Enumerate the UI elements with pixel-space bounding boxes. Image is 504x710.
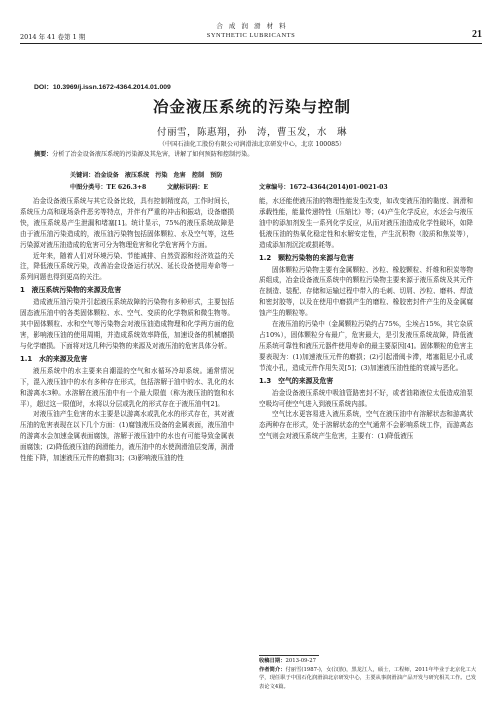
paragraph: 近年来，随着人们对环境污染、节能减排、自然资源和经济效益的关注，降低液压系统污染，改善冶金设备运行状况、延长设备使用寿命等一系列问题也得到更高的关注。 xyxy=(20,251,234,282)
author-list: 付丽雪，陈惠翔，孙 涛，曹玉发，水 琳 xyxy=(156,127,347,138)
paragraph: 造成液压油污染并引起液压系统故障的污染物有多种形式，主要包括固态液压油中的各类固体颗粒、水、空气、变质的化学物质和微生物等。其中固体颗粒、水和空气等污染物会对液压油造成物理和化学两方面的危害，影响液压油的使用周期，并造成系统效率降低，加速设备的机械磨损与化学磨损。下面将对这几种污染物的来源及对液压油的危害具体分析。 xyxy=(20,298,234,350)
page-number: 21 xyxy=(472,29,482,40)
header-rule xyxy=(20,43,482,44)
subsection-heading: 1.2 颗粒污染物的来源与危害 xyxy=(259,253,354,262)
paragraph: 固体颗粒污染物主要有金属颗粒、沙粒、橡胶颗粒、纤维和积炭等物质组成，冶金设备液压系统中的颗粒污染物主要来源于液压系统及其元件在制造、装配、存储和运输过程中带入的毛刺、切屑、沙粒、磨料、焊渣和密封胶等，以及在使用中磨损产生的磨粒、橡胶密封件产生的及金属腐蚀产生的颗粒等。 xyxy=(259,265,473,318)
right-column xyxy=(259,196,473,442)
doi: DOI：10.3969/j.issn.1672-4364.2014.01.009 xyxy=(34,84,171,91)
abstract-label: 摘要： xyxy=(34,151,53,158)
author-bio: 作者简介：付丽雪(1987-)，女(汉族)，黑龙江人，硕士，工程师，2011年毕业于北京化工大学，现任职于中国石化润滑油北京研发中心，主要从事润滑油产品开发与研究相关工作。已发表论文4篇。 xyxy=(259,666,477,690)
paragraph: 对液压油产生危害的水主要是以游离水或乳化水的形式存在，其对液压油的危害表现在以下几个方面：(1)腐蚀液压设备的金属表面，液压油中的游离水会加速金属表面腐蚀，溶解于液压油中的水也有可能导致金属表面腐蚀；(2)降低液压油的润滑能力，液压油中的水使润滑油层变薄，润滑性能下降，加速液压元件的磨损[3]；(3)影响液压油的性 xyxy=(20,410,234,463)
section-heading: 1 液压系统污染物的来源及危害 xyxy=(20,286,122,295)
paragraph: 冶金设备液压系统中吸油管路密封不好，或者油箱液位太低造成油泵空吸均可使空气进入到液压系统内部。 xyxy=(259,388,473,408)
subsection-heading: 1.1 水的来源及危害 xyxy=(20,354,88,363)
keywords-text: 冶金设备 液压系统 污染 危害 控制 预防 xyxy=(94,172,223,179)
paragraph: 冶金设备液压系统与其它设备比较，具有控制精度高，工作时间长，系统压力高和现场条件恶劣等特点，并伴有严重的冲击和振动，设备磨损快，液压系统易产生泄漏和堵塞[1]。统计显示，75%的液压系统故障是由于液压油污染造成的，液压油污染物包括固体颗粒、水及空气等，这些污染源对液压油造成的危害可分为物理危害和化学危害两个方面。 xyxy=(20,197,234,249)
issue-info: 2014 年 41 卷第 1 期 xyxy=(20,33,86,41)
document-code: 文献标识码：E xyxy=(167,184,209,191)
abstract-text: 分析了冶金设备液压系统的污染源及其危害，讲解了如何预防和控制污染。 xyxy=(52,151,254,158)
running-header xyxy=(20,30,482,42)
running-header-journal-cn: 合 成 润 滑 材 料 xyxy=(216,22,288,30)
journal-name-en: SYNTHETIC LUBRICANTS xyxy=(206,32,296,39)
keywords xyxy=(70,170,470,179)
paragraph: 空气比水更容易进入液压系统，空气在液压油中有溶解状态和游离状态两种存在形式，处于溶解状态的空气通常不会影响系统工作，而游离态空气则会对液压系统产生危害，主要有：(1)降低液压 xyxy=(259,410,473,441)
footnote xyxy=(259,657,481,691)
paragraph: 液压系统中的水主要来自潮湿的空气和水循环冷却系统。通常情况下，混入液压油中的水有多种存在形式，包括溶解于油中的水、乳化的水和游离水3种。水溶解在液压油中有一个最大限值（称为液压油的饱和水平），超过这一限值时，水将以分层或乳化的形式存在于液压油中[2]。 xyxy=(20,366,234,408)
classification-number: 中图分类号：TE 626.3+8 xyxy=(70,184,147,191)
keywords-label: 关键词： xyxy=(70,172,95,179)
received-date: 收稿日期：2013-09-27 xyxy=(259,658,317,664)
footnote-rule xyxy=(259,655,319,656)
left-column xyxy=(20,196,234,464)
article-id: 文章编号：1672-4364(2014)01-0021-03 xyxy=(259,184,388,191)
article-title: 冶金液压系统的污染与控制 xyxy=(152,98,351,116)
subsection-heading: 1.3 空气的来源及危害 xyxy=(259,376,334,385)
abstract xyxy=(34,150,474,159)
paragraph: 在液压油的污染中（金属颗粒污染约占75%，尘埃占15%，其它杂质占10%），固体颗粒分布最广，危害最大，是引发液压系统故障，降低液压系统可靠性和液压元器件使用寿命的最主要原因[4]。固体颗粒的危害主要表现为：(1)加速液压元件的磨损；(2)引起滑阀卡滞，堵塞阻尼小孔或节流小孔，造成元件作用失灵[5]；(3)加速液压油性能的衰减与恶化。 xyxy=(259,320,473,372)
paragraph: 能，水还能使液压油的物理性能发生改变，如改变液压油的黏度、润滑和承载性能，能量传递特性（压缩比）等；(4)产生化学反应，水还会与液压油中的添加剂发生一系列化学反应，从而对液压油造成化学性破坏，如降低液压油的热氧化稳定性和水解安定性，产生沉积物（胶质和焦炭等），造成添加剂沉淀或损耗等。 xyxy=(259,197,473,249)
affiliation: （中国石油化工股份有限公司润滑油北京研发中心，北京 100085） xyxy=(158,141,346,148)
